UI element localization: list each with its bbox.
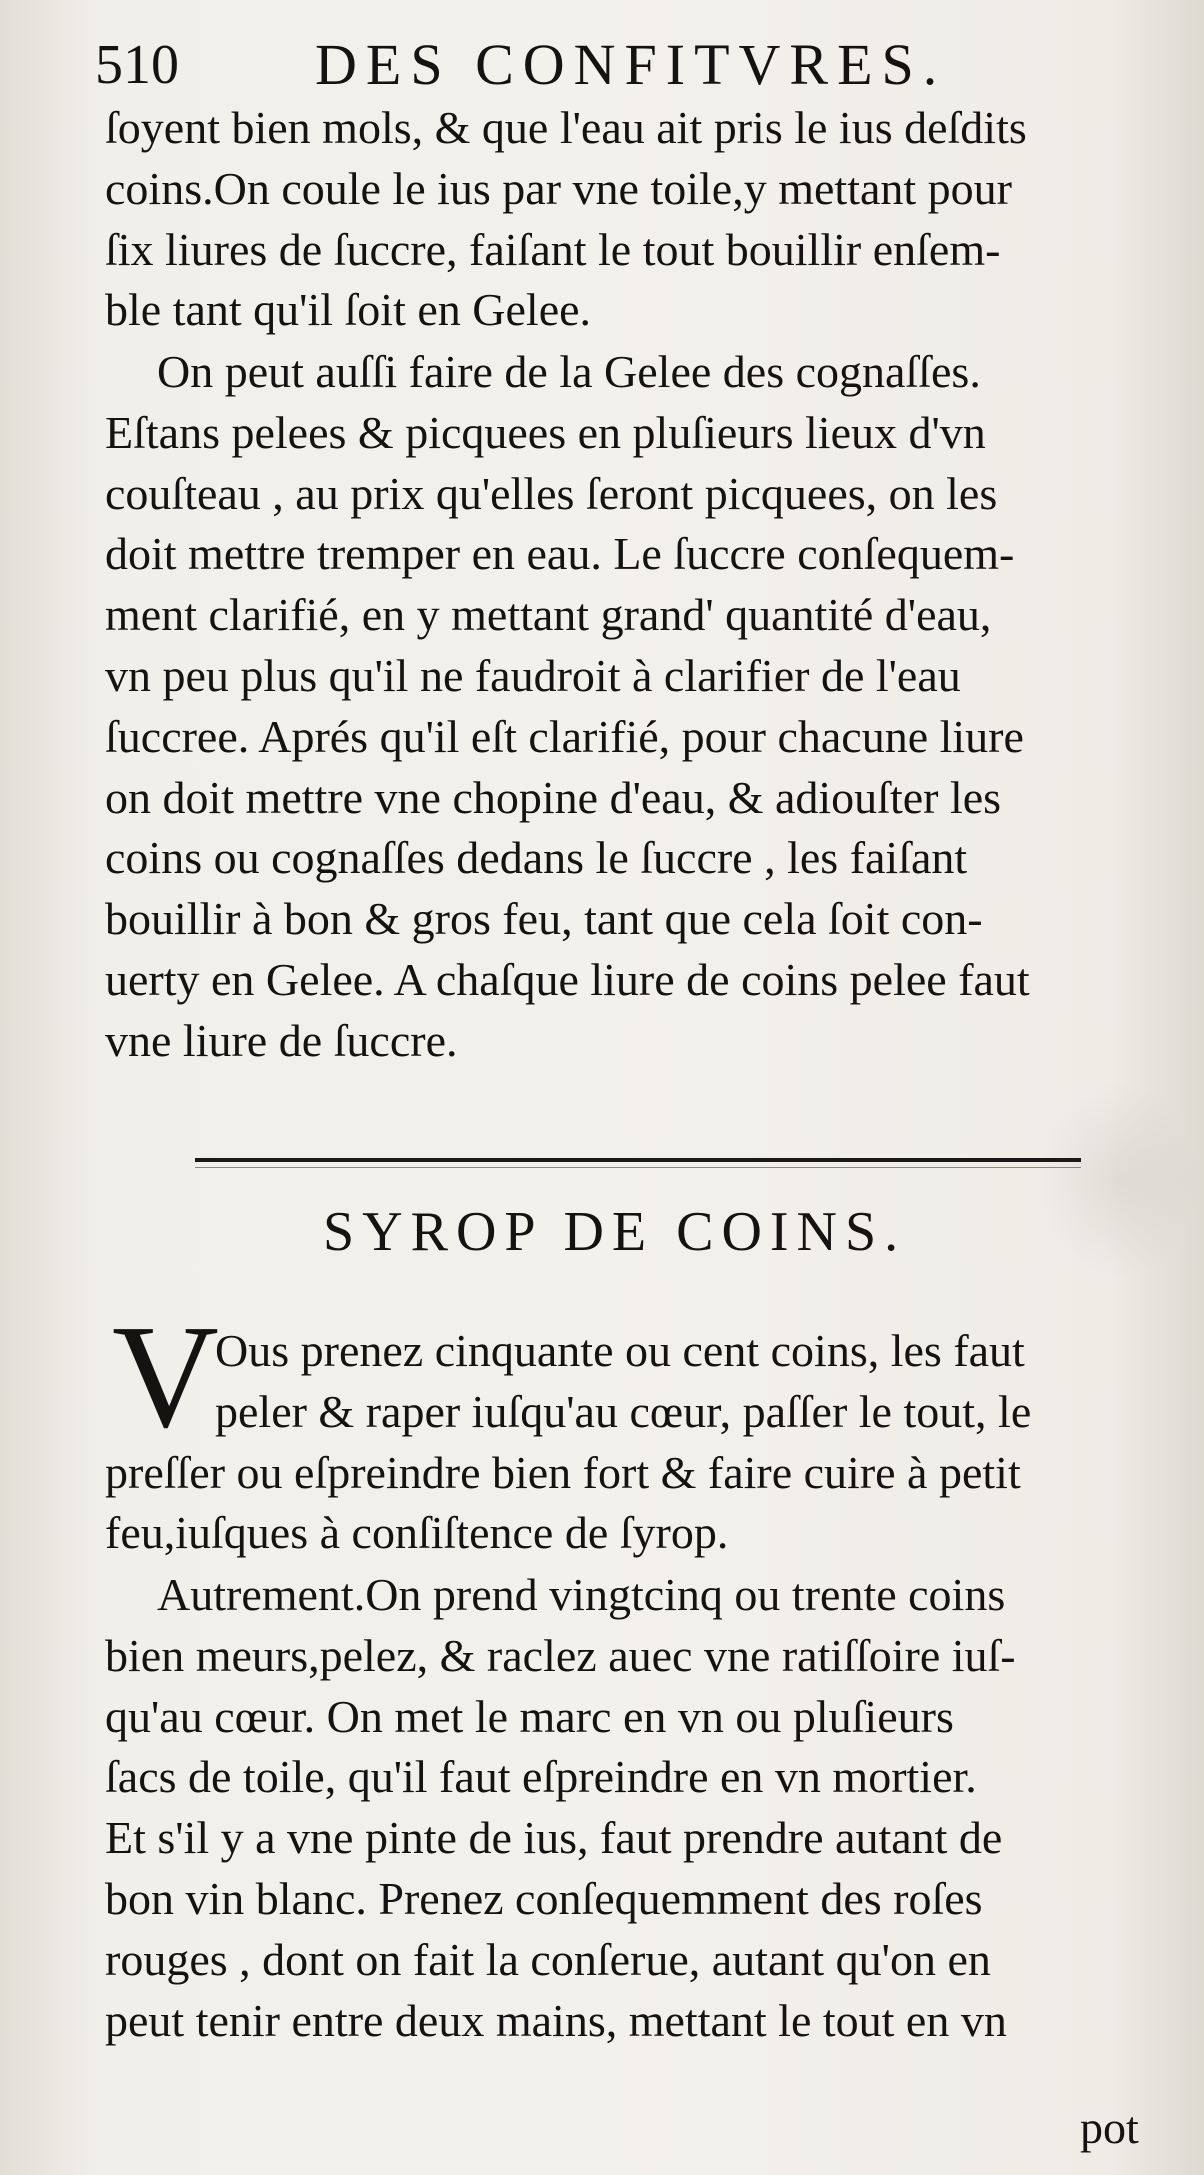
text-line: ble tant qu'il ſoit en Gelee. [105, 284, 592, 336]
paragraph-gelee-cognasses [105, 342, 1150, 1072]
text-line: coins ou cognaſſes dedans le ſuccre , les faiſant [105, 832, 968, 884]
text-line: qu'au cœur. On met le marc en vn ou pluſieurs [105, 1690, 954, 1742]
text-line: coins.On coule le ius par vne toile,y mettant pour [105, 162, 1012, 214]
text-line: feu,iuſques à conſiſtence de ſyrop. [105, 1507, 729, 1559]
running-title: DES CONFITVRES. [315, 32, 947, 97]
text-line: rouges , dont on fait la conſerue, autant qu'on en [105, 1933, 991, 1985]
text-line: vne liure de ſuccre. [105, 1014, 458, 1066]
text-line: Et s'il y a vne pinte de ius, faut prendre autant de [105, 1812, 1003, 1864]
text-line: vn peu plus qu'il ne faudroit à clarifier de l'eau [105, 649, 961, 701]
paragraph-gelee-end [105, 98, 1150, 341]
ink-bleed-through [1040, 1080, 1200, 1280]
paragraph-autrement [105, 1565, 1150, 2051]
text-line: ſuccree. Aprés qu'il eſt clarifié, pour chacune liure [105, 710, 1024, 762]
text-line: doit mettre tremper en eau. Le ſuccre conſequem- [105, 528, 1015, 580]
text-line: bon vin blanc. Prenez conſequemment des roſes [105, 1872, 983, 1924]
text-line: Eſtans pelees & picquees en pluſieurs lieux d'vn [105, 406, 986, 458]
text-line: bien meurs,pelez, & raclez auec vne ratiſſoire iuſ- [105, 1629, 1016, 1681]
text-line: ment clarifié, en y mettant grand' quantité d'eau, [105, 589, 992, 641]
text-line: On peut auſſi faire de la Gelee des cognaſſes. [157, 346, 981, 397]
text-line: ſoyent bien mols, & que l'eau ait pris le ius deſdits [105, 102, 1027, 153]
section-divider-rule [195, 1158, 1081, 1162]
section-title: SYROP DE COINS. [323, 1201, 907, 1263]
page-number: 510 [95, 34, 179, 96]
text-line: couſteau , au prix qu'elles ſeront picquees, on les [105, 467, 998, 519]
page-header [95, 30, 1135, 100]
section-divider-shadow [195, 1167, 1081, 1168]
text-line: ſix liures de ſuccre, faiſant le tout bouillir enſem- [105, 223, 1001, 275]
text-line: uerty en Gelee. A chaſque liure de coins pelee faut [105, 953, 1030, 1005]
text-line: peler & raper iuſqu'au cœur, paſſer le tout, le [215, 1385, 1032, 1437]
text-line: bouillir à bon & gros feu, tant que cela ſoit con- [105, 893, 983, 945]
text-line: ſacs de toile, qu'il faut eſpreindre en vn mortier. [105, 1751, 977, 1803]
text-line: Autrement.On prend vingtcinq ou trente coins [157, 1569, 1006, 1620]
catchword: pot [1080, 2102, 1139, 2153]
drop-capital: V [112, 1295, 219, 1459]
text-line: Ous prenez cinquante ou cent coins, les faut [215, 1325, 1025, 1376]
text-line: preſſer ou eſpreindre bien fort & faire cuire à petit [105, 1446, 1021, 1498]
text-line: on doit mettre vne chopine d'eau, & adiouſter les [105, 771, 1002, 823]
paragraph-syrop [105, 1321, 1150, 1564]
text-line: peut tenir entre deux mains, mettant le tout en vn [105, 1994, 1007, 2046]
